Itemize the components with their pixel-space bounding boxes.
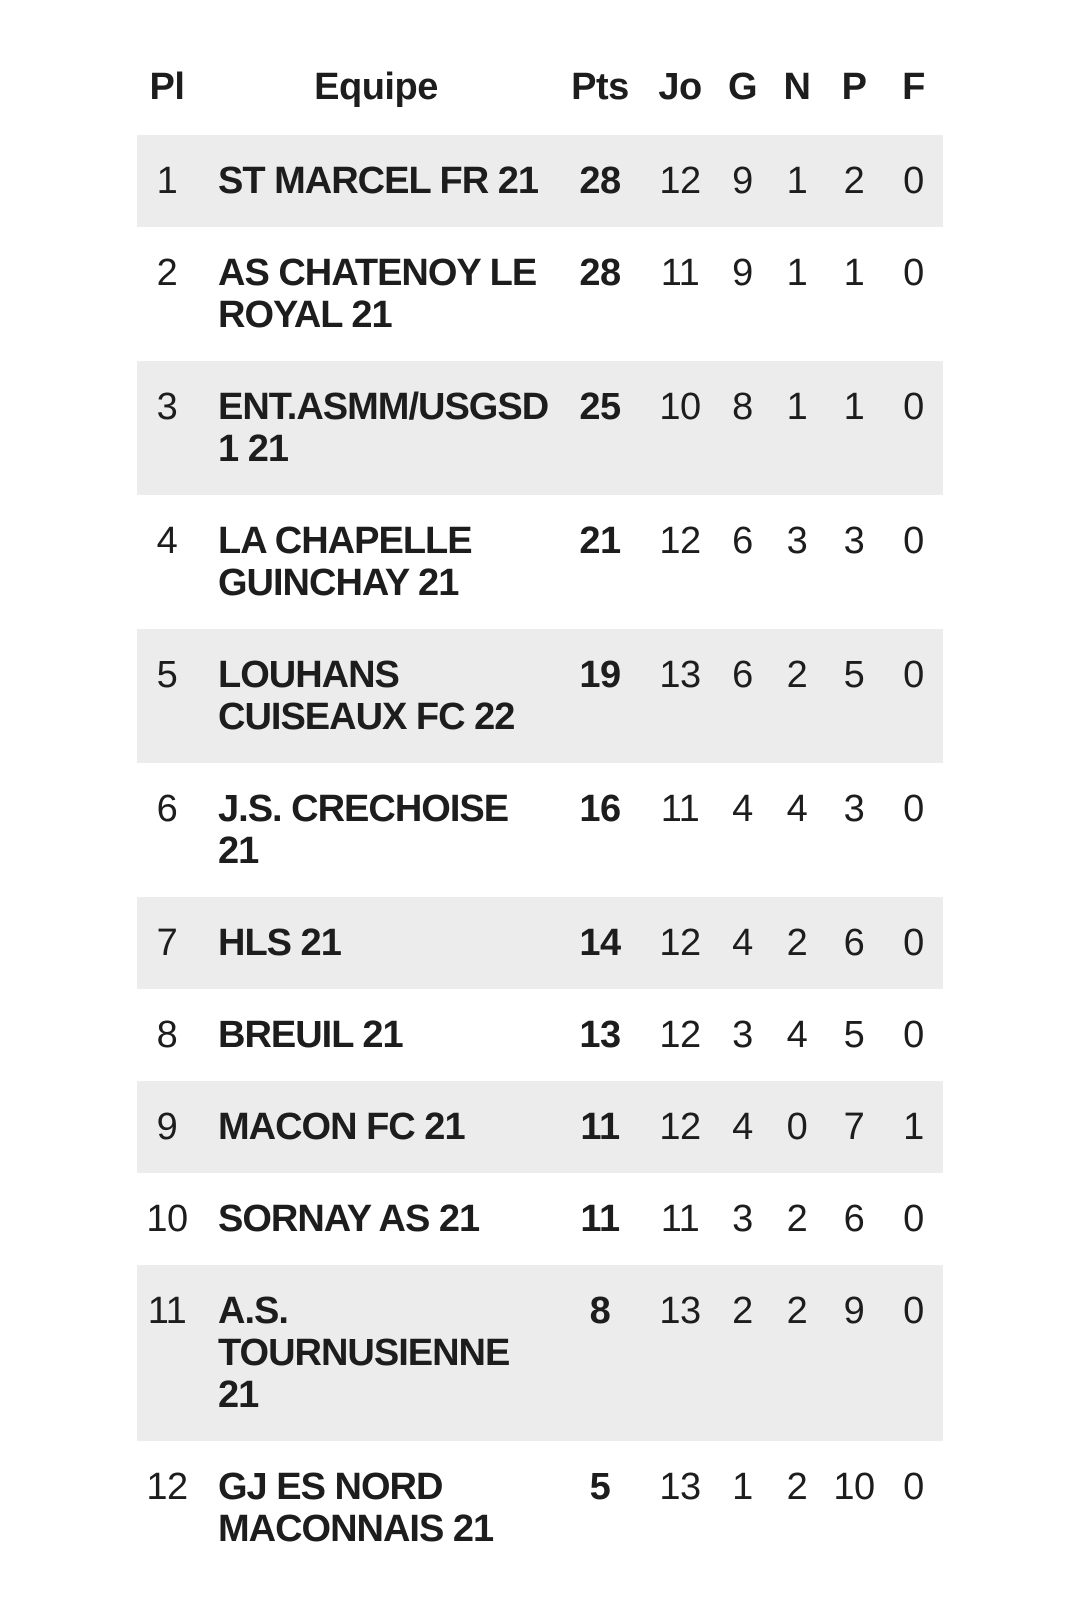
draws-cell: 0	[786, 1106, 808, 1148]
forfeits-cell: 0	[903, 1198, 924, 1240]
draws-cell: 2	[786, 922, 808, 964]
team-name-cell	[197, 654, 555, 738]
team-name-line: GJ ES NORD	[218, 1466, 443, 1508]
team-name-cell	[197, 922, 555, 964]
column-header-f: F	[902, 66, 925, 108]
draws-cell: 1	[786, 386, 808, 428]
draws-cell: 1	[786, 160, 808, 202]
forfeits-cell: 0	[903, 788, 924, 830]
points-cell: 16	[579, 788, 621, 830]
table-body	[137, 135, 943, 1575]
column-header-pts: Pts	[571, 66, 629, 108]
team-name-cell	[197, 1466, 555, 1550]
games-played-cell: 11	[660, 788, 700, 830]
points-cell: 5	[589, 1466, 611, 1508]
team-name-line: ROYAL 21	[218, 294, 392, 336]
column-header-jo: Jo	[658, 66, 702, 108]
place-cell: 10	[146, 1198, 188, 1240]
wins-cell: 4	[732, 788, 753, 830]
table-row	[137, 361, 943, 495]
team-name-cell	[197, 1014, 555, 1056]
place-cell: 2	[156, 252, 178, 294]
wins-cell: 6	[732, 520, 753, 562]
points-cell: 14	[579, 922, 621, 964]
team-name-line: ENT.ASMM/USGSD	[218, 386, 549, 428]
team-name-cell	[197, 252, 555, 336]
losses-cell: 2	[843, 160, 865, 202]
wins-cell: 9	[732, 160, 753, 202]
table-row	[137, 1173, 943, 1265]
wins-cell: 8	[732, 386, 753, 428]
losses-cell: 10	[833, 1466, 875, 1508]
games-played-cell: 12	[659, 1106, 701, 1148]
games-played-cell: 13	[659, 1290, 701, 1332]
place-cell: 6	[156, 788, 178, 830]
team-name-cell	[197, 1290, 555, 1416]
points-cell: 19	[579, 654, 621, 696]
place-cell: 5	[156, 654, 178, 696]
table-row	[137, 763, 943, 897]
draws-cell: 2	[786, 1198, 808, 1240]
draws-cell: 1	[786, 252, 808, 294]
column-header-p: P	[841, 66, 867, 108]
forfeits-cell: 0	[903, 922, 924, 964]
team-name-line: ST MARCEL FR 21	[218, 160, 539, 202]
place-cell: 4	[156, 520, 178, 562]
losses-cell: 7	[843, 1106, 865, 1148]
forfeits-cell: 0	[903, 654, 924, 696]
points-cell: 25	[579, 386, 621, 428]
team-name-line: MACONNAIS 21	[218, 1508, 494, 1550]
place-cell: 8	[156, 1014, 178, 1056]
games-played-cell: 12	[659, 922, 701, 964]
team-name-line: A.S.	[218, 1290, 288, 1332]
losses-cell: 6	[843, 922, 865, 964]
header-row	[137, 40, 943, 135]
games-played-cell: 13	[659, 1466, 701, 1508]
team-name-cell	[197, 520, 555, 604]
wins-cell: 3	[732, 1198, 753, 1240]
games-played-cell: 12	[659, 1014, 701, 1056]
column-header-g: G	[727, 66, 758, 108]
table-row	[137, 897, 943, 989]
games-played-cell: 13	[659, 654, 701, 696]
forfeits-cell: 0	[903, 160, 924, 202]
column-header-pl: Pl	[149, 66, 185, 108]
losses-cell: 5	[843, 1014, 865, 1056]
table-row	[137, 989, 943, 1081]
team-name-cell	[197, 1198, 555, 1240]
table-row	[137, 1265, 943, 1441]
team-name-line: 21	[218, 1374, 259, 1416]
team-name-line: J.S. CRECHOISE	[218, 788, 509, 830]
losses-cell: 9	[843, 1290, 865, 1332]
team-name-cell	[197, 1106, 555, 1148]
games-played-cell: 11	[660, 252, 700, 294]
draws-cell: 3	[786, 520, 808, 562]
forfeits-cell: 0	[903, 520, 924, 562]
points-cell: 11	[580, 1106, 620, 1148]
team-name-line: AS CHATENOY LE	[218, 252, 537, 294]
table-row	[137, 135, 943, 227]
games-played-cell: 12	[659, 520, 701, 562]
team-name-line: HLS 21	[218, 922, 341, 964]
team-name-cell	[197, 788, 555, 872]
draws-cell: 2	[786, 1290, 808, 1332]
losses-cell: 1	[843, 252, 865, 294]
team-name-line: LOUHANS	[218, 654, 399, 696]
team-name-line: GUINCHAY 21	[218, 562, 459, 604]
forfeits-cell: 0	[903, 1290, 924, 1332]
points-cell: 11	[580, 1198, 620, 1240]
forfeits-cell: 0	[903, 386, 924, 428]
table-row	[137, 227, 943, 361]
wins-cell: 2	[732, 1290, 753, 1332]
losses-cell: 6	[843, 1198, 865, 1240]
games-played-cell: 12	[659, 160, 701, 202]
wins-cell: 4	[732, 922, 753, 964]
column-header-equipe: Equipe	[314, 66, 438, 108]
wins-cell: 6	[732, 654, 753, 696]
draws-cell: 4	[786, 1014, 808, 1056]
place-cell: 7	[156, 922, 178, 964]
forfeits-cell: 0	[903, 1014, 924, 1056]
points-cell: 28	[579, 252, 621, 294]
team-name-line: TOURNUSIENNE	[218, 1332, 510, 1374]
losses-cell: 3	[843, 520, 865, 562]
team-name-line: CUISEAUX FC 22	[218, 696, 515, 738]
wins-cell: 4	[732, 1106, 753, 1148]
place-cell: 11	[147, 1290, 187, 1332]
team-name-line: 1 21	[218, 428, 288, 470]
team-name-line: 21	[218, 830, 259, 872]
place-cell: 9	[156, 1106, 178, 1148]
points-cell: 28	[579, 160, 621, 202]
place-cell: 3	[156, 386, 178, 428]
losses-cell: 1	[843, 386, 865, 428]
team-name-line: BREUIL 21	[218, 1014, 403, 1056]
games-played-cell: 11	[660, 1198, 700, 1240]
team-name-cell	[197, 386, 555, 470]
forfeits-cell: 1	[903, 1106, 924, 1148]
points-cell: 8	[589, 1290, 611, 1332]
table-row	[137, 629, 943, 763]
points-cell: 21	[579, 520, 621, 562]
table-row	[137, 1441, 943, 1575]
column-header-n: N	[783, 66, 811, 108]
wins-cell: 3	[732, 1014, 753, 1056]
table-row	[137, 495, 943, 629]
forfeits-cell: 0	[903, 252, 924, 294]
team-name-line: MACON FC 21	[218, 1106, 465, 1148]
team-name-line: LA CHAPELLE	[218, 520, 472, 562]
wins-cell: 9	[732, 252, 753, 294]
games-played-cell: 10	[659, 386, 701, 428]
table-row	[137, 1081, 943, 1173]
team-name-line: SORNAY AS 21	[218, 1198, 480, 1240]
wins-cell: 1	[732, 1466, 753, 1508]
losses-cell: 5	[843, 654, 865, 696]
draws-cell: 2	[786, 654, 808, 696]
draws-cell: 2	[786, 1466, 808, 1508]
points-cell: 13	[579, 1014, 621, 1056]
forfeits-cell: 0	[903, 1466, 924, 1508]
team-name-cell	[197, 160, 555, 202]
place-cell: 12	[146, 1466, 188, 1508]
place-cell: 1	[156, 160, 178, 202]
losses-cell: 3	[843, 788, 865, 830]
standings-table	[137, 40, 943, 1575]
draws-cell: 4	[786, 788, 808, 830]
